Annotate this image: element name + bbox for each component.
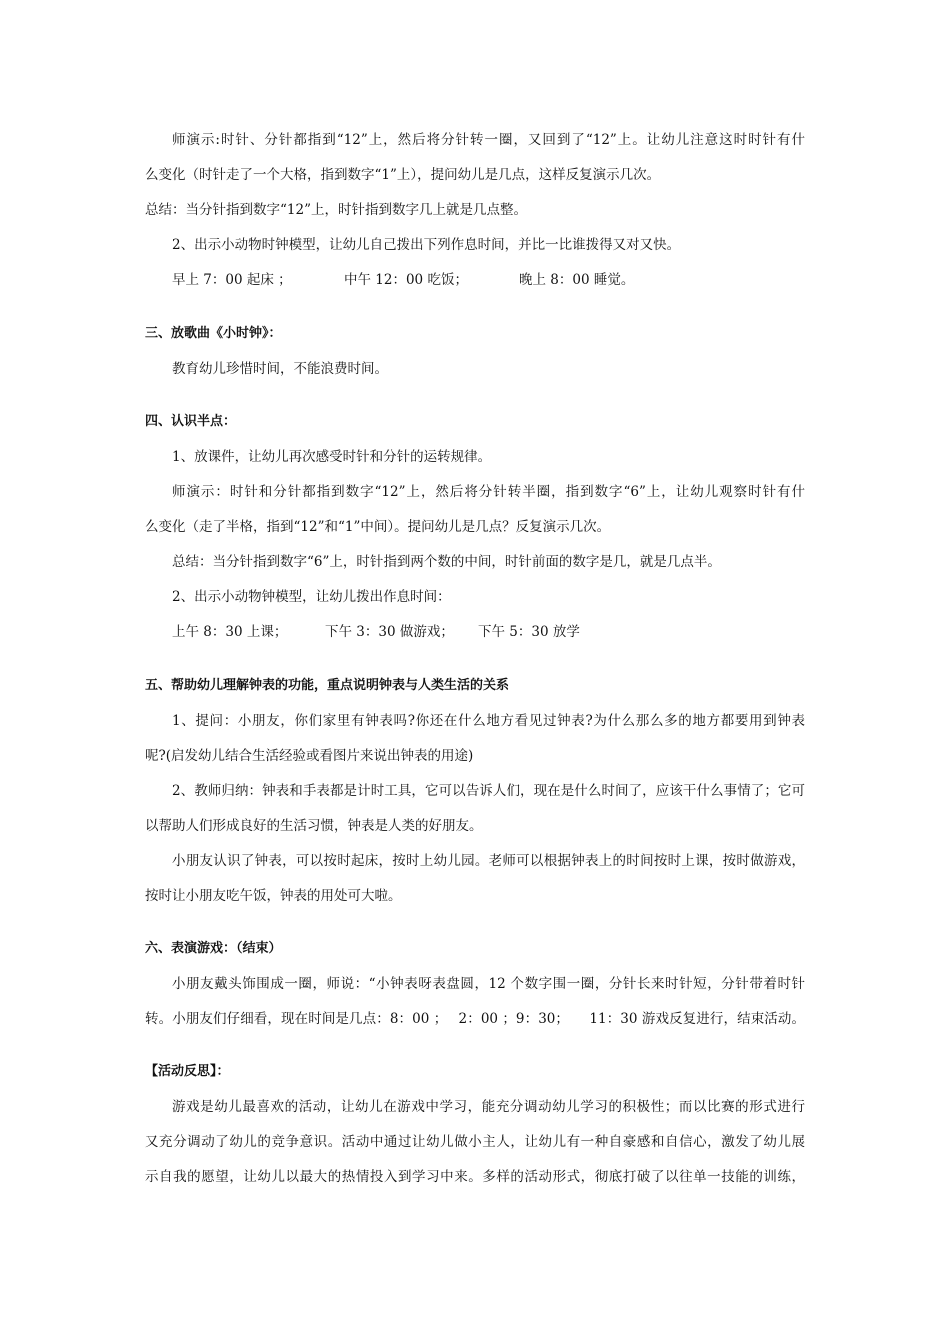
section-heading: 五、帮助幼儿理解钟表的功能，重点说明钟表与人类生活的关系 [145,678,510,693]
list-item: 1、放课件，让幼儿再次感受时针和分针的运转规律。 [172,449,492,465]
paragraph-line: 按时让小朋友吃午饭，钟表的用处可大啦。 [145,888,402,904]
schedule-item-noon: 中午 12：00 吃饭； [344,272,468,288]
section-heading: 四、认识半点： [145,414,237,429]
paragraph-line: 1、提问：小朋友，你们家里有钟表吗?你还在什么地方看见过钟表?为什么那么多的地方都要用到钟表 [172,713,805,729]
paragraph-line: 呢?(启发幼儿结合生活经验或看图片来说出钟表的用途) [145,748,474,764]
paragraph-line: 小朋友戴头饰围成一圈，师说：“小钟表呀表盘圆，12 个数字围一圈，分针长来时针短，分针带着时针 [172,976,805,992]
demo-text-line-1: 师演示:时针、分针都指到“12”上，然后将分针转一圈，又回到了“12”上。让幼儿注意这时时针有什 [172,132,805,148]
section-heading: 【活动反思】： [145,1064,230,1079]
section-heading: 三、放歌曲《小时钟》： [145,326,282,341]
list-item: 2、出示小动物时钟模型，让幼儿自己拨出下列作息时间，并比一比谁拨得又对又快。 [172,237,681,253]
summary-text: 总结：当分针指到数字“12”上，时针指到数字几上就是几点整。 [145,202,527,218]
paragraph-line: 示自我的愿望，让幼儿以最大的热情投入到学习中来。多样的活动形式，彻底打破了以往单一技能的训练， [145,1169,805,1185]
section-text: 教育幼儿珍惜时间，不能浪费时间。 [172,361,388,377]
schedule-item-pm-dismiss: 下午 5：30 放学 [478,624,580,640]
summary-text: 总结：当分针指到数字“6”上，时针指到两个数的中间，时针前面的数字是几，就是几点半。 [172,554,721,570]
demo-text-line-1: 师演示：时针和分针都指到数字“12”上，然后将分针转半圈，指到数字“6”上，让幼儿观察时针有什 [172,484,805,500]
paragraph-line: 小朋友认识了钟表，可以按时起床，按时上幼儿园。老师可以根据钟表上的时间按时上课，按时做游戏， [172,853,805,869]
paragraph-line: 又充分调动了幼儿的竞争意识。活动中通过让幼儿做小主人，让幼儿有一种自豪感和自信心，激发了幼儿展 [145,1134,805,1150]
paragraph-line: 游戏是幼儿最喜欢的活动，让幼儿在游戏中学习，能充分调动幼儿学习的积极性；而以比赛的形式进行 [172,1099,805,1115]
demo-text-line-2: 么变化（走了半格，指到“12”和“1”中间）。提问幼儿是几点？反复演示几次。 [145,519,611,535]
list-item: 2、出示小动物钟模型，让幼儿拨出作息时间： [172,589,451,605]
demo-text-line-2: 么变化（时针走了一个大格，指到数字“1”上），提问幼儿是几点，这样反复演示几次。 [145,167,661,183]
schedule-item-pm-game: 下午 3：30 做游戏； [325,624,454,640]
paragraph-line: 2、教师归纳：钟表和手表都是计时工具，它可以告诉人们，现在是什么时间了，应该干什么事情了；它可 [172,783,805,799]
paragraph-line: 以帮助人们形成良好的生活习惯，钟表是人类的好朋友。 [145,818,483,834]
section-heading: 六、表演游戏：（结束） [145,941,282,956]
schedule-item-am: 上午 8：30 上课； [172,624,288,640]
schedule-item-morning: 早上 7：00 起床 ； [172,272,292,288]
schedule-item-evening: 晚上 8：00 睡觉。 [519,272,635,288]
paragraph-line: 转。小朋友们仔细看，现在时间是几点：8：00 ； 2：00 ；9：30； 11：30 游戏反复进行，结束活动。 [145,1011,805,1027]
